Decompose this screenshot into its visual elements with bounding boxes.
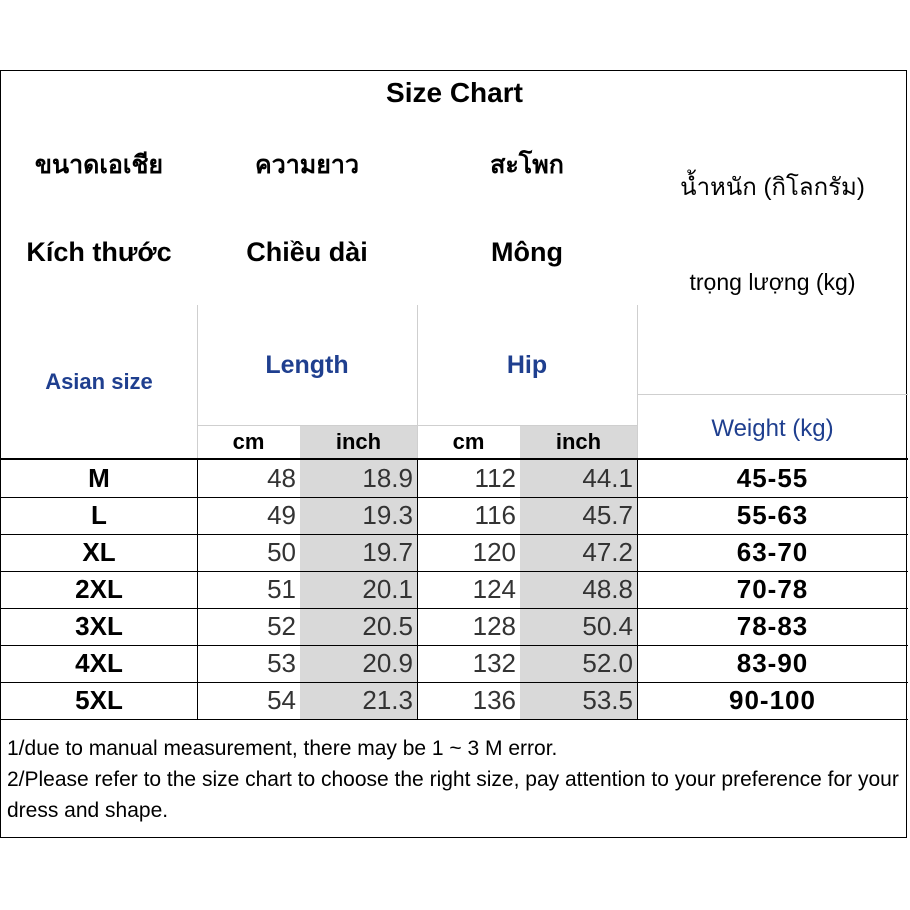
hip-inch-header: inch: [520, 426, 637, 458]
length-cm-cell: 54: [267, 685, 296, 715]
weight-cell: 90-100: [729, 685, 816, 715]
length-header-english: Length: [265, 351, 349, 379]
length-cm-cell: 52: [267, 611, 296, 641]
length-cm-cell: 48: [267, 463, 296, 493]
size-header-vietnamese: Kích thước: [26, 237, 172, 267]
row-divider: [1, 682, 908, 683]
table-row: [1, 682, 908, 719]
length-inch-cell: 20.9: [300, 645, 417, 682]
table-row: [1, 534, 908, 571]
size-cell: XL: [82, 537, 116, 567]
length-cm-cell: 51: [267, 574, 296, 604]
hip-cm-cell: 120: [472, 537, 516, 567]
length-cm-cell: 50: [267, 537, 296, 567]
row-divider: [1, 608, 908, 609]
hip-inch-cell: 47.2: [520, 534, 637, 571]
hip-cm-header: cm: [452, 429, 485, 454]
hip-inch-cell: 50.4: [520, 608, 637, 645]
size-cell: 3XL: [75, 611, 123, 641]
hip-inch-cell: 44.1: [520, 460, 637, 497]
size-header-thai: ขนาดเอเชีย: [34, 151, 164, 179]
hip-cm-cell: 124: [472, 574, 516, 604]
row-divider: [1, 497, 908, 498]
column-divider: [637, 460, 638, 719]
column-divider: [417, 460, 418, 719]
chart-title: Size Chart: [386, 77, 523, 108]
length-header-thai: ความยาว: [254, 151, 359, 179]
hip-header-thai: สะโพก: [490, 151, 564, 179]
column-divider: [197, 460, 198, 719]
length-inch-header: inch: [300, 426, 417, 458]
note-1: 1/due to manual measurement, there may be 1 ~ 3 M error.: [7, 737, 558, 760]
length-header-vietnamese: Chiều dài: [246, 237, 368, 267]
weight-header-vietnamese: trọng lượng (kg): [689, 269, 856, 295]
weight-cell: 63-70: [736, 537, 809, 567]
length-inch-cell: 18.9: [300, 460, 417, 497]
hip-cm-cell: 112: [474, 463, 516, 493]
weight-cell: 55-63: [736, 500, 809, 530]
length-inch-cell: 20.1: [300, 571, 417, 608]
length-cm-cell: 49: [267, 500, 296, 530]
size-cell: L: [91, 500, 107, 530]
size-chart-table: [0, 70, 907, 838]
weight-header-thai: น้ำหนัก (กิโลกรัม): [680, 174, 865, 201]
length-inch-cell: 20.5: [300, 608, 417, 645]
table-row: [1, 645, 908, 682]
weight-cell: 70-78: [736, 574, 809, 604]
table-row: [1, 460, 908, 497]
length-inch-cell: 21.3: [300, 682, 417, 719]
hip-cm-cell: 128: [472, 611, 516, 641]
notes: [7, 733, 902, 826]
length-inch-cell: 19.3: [300, 497, 417, 534]
weight-cell: 45-55: [736, 463, 809, 493]
table-row: [1, 608, 908, 645]
hip-inch-cell: 48.8: [520, 571, 637, 608]
size-cell: M: [88, 463, 110, 493]
size-cell: 2XL: [75, 574, 123, 604]
hip-inch-cell: 53.5: [520, 682, 637, 719]
table-bottom-rule: [1, 719, 908, 720]
note-2: 2/Please refer to the size chart to choose the right size, pay attention to your preference for your dress and shape.: [7, 768, 899, 822]
hip-header-vietnamese: Mông: [491, 237, 563, 267]
header-divider: [637, 394, 908, 395]
table-row: [1, 571, 908, 608]
size-cell: 4XL: [75, 648, 123, 678]
weight-cell: 78-83: [736, 611, 809, 641]
size-cell: 5XL: [75, 685, 123, 715]
length-inch-cell: 19.7: [300, 534, 417, 571]
hip-header-english: Hip: [506, 351, 548, 379]
hip-cm-cell: 132: [472, 648, 516, 678]
table-row: [1, 497, 908, 534]
hip-cm-cell: 136: [472, 685, 516, 715]
size-header-english: Asian size: [45, 369, 153, 394]
row-divider: [1, 645, 908, 646]
hip-inch-cell: 52.0: [520, 645, 637, 682]
weight-header-english: Weight (kg): [711, 415, 834, 442]
weight-cell: 83-90: [736, 648, 809, 678]
length-cm-header: cm: [232, 429, 265, 454]
row-divider: [1, 571, 908, 572]
hip-inch-cell: 45.7: [520, 497, 637, 534]
length-cm-cell: 53: [267, 648, 296, 678]
row-divider: [1, 534, 908, 535]
hip-cm-cell: 116: [474, 500, 516, 530]
